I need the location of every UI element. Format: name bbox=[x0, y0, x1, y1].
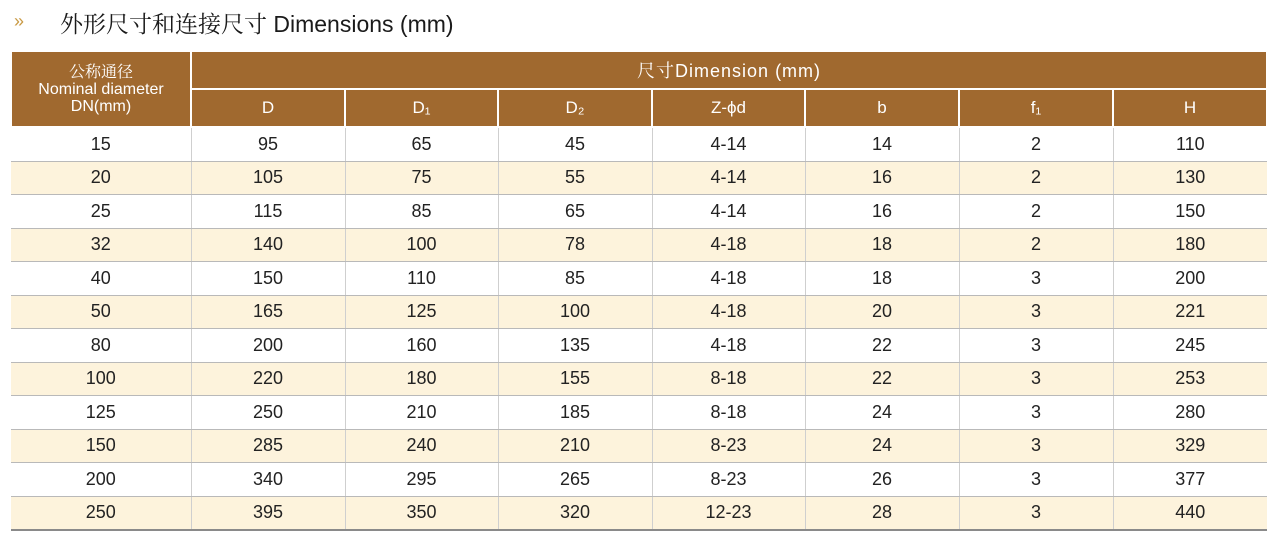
dimensions-table bbox=[10, 50, 1268, 531]
cell-b: 16 bbox=[805, 161, 959, 195]
cell-f1: 2 bbox=[959, 127, 1113, 161]
cell-b: 20 bbox=[805, 295, 959, 329]
cell-z-d: 4-18 bbox=[652, 262, 805, 296]
cell-d2: 65 bbox=[498, 195, 652, 229]
cell-z-d: 4-18 bbox=[652, 228, 805, 262]
table-row bbox=[11, 362, 1267, 396]
cell-d1: 125 bbox=[345, 295, 498, 329]
cell-d1: 110 bbox=[345, 262, 498, 296]
cell-d1: 240 bbox=[345, 429, 498, 463]
cell-dn: 20 bbox=[11, 161, 191, 195]
cell-d: 340 bbox=[191, 463, 345, 497]
cell-d2: 185 bbox=[498, 396, 652, 430]
cell-z-d: 4-14 bbox=[652, 161, 805, 195]
cell-f1: 3 bbox=[959, 262, 1113, 296]
dimensions-table-container bbox=[10, 50, 1266, 531]
column-header-d2: D₂ bbox=[498, 89, 652, 127]
cell-f1: 3 bbox=[959, 496, 1113, 530]
cell-z-d: 12-23 bbox=[652, 496, 805, 530]
table-row bbox=[11, 396, 1267, 430]
cell-d: 140 bbox=[191, 228, 345, 262]
cell-h: 280 bbox=[1113, 396, 1267, 430]
cell-d: 200 bbox=[191, 329, 345, 363]
column-header-h: H bbox=[1113, 89, 1267, 127]
cell-d: 220 bbox=[191, 362, 345, 396]
cell-b: 22 bbox=[805, 329, 959, 363]
cell-dn: 80 bbox=[11, 329, 191, 363]
cell-f1: 3 bbox=[959, 362, 1113, 396]
cell-h: 245 bbox=[1113, 329, 1267, 363]
table-row bbox=[11, 127, 1267, 161]
dn-column-header bbox=[11, 51, 191, 127]
cell-h: 221 bbox=[1113, 295, 1267, 329]
cell-b: 26 bbox=[805, 463, 959, 497]
cell-d2: 265 bbox=[498, 463, 652, 497]
page-title: 外形尺寸和连接尺寸 Dimensions (mm) bbox=[60, 11, 454, 37]
table-row bbox=[11, 228, 1267, 262]
cell-z-d: 8-23 bbox=[652, 429, 805, 463]
table-row bbox=[11, 429, 1267, 463]
dn-header-unit: DN(mm) bbox=[70, 97, 132, 115]
cell-z-d: 4-18 bbox=[652, 329, 805, 363]
cell-d: 150 bbox=[191, 262, 345, 296]
cell-dn: 125 bbox=[11, 396, 191, 430]
cell-dn: 50 bbox=[11, 295, 191, 329]
cell-z-d: 4-18 bbox=[652, 295, 805, 329]
cell-b: 24 bbox=[805, 429, 959, 463]
cell-d1: 100 bbox=[345, 228, 498, 262]
cell-d: 395 bbox=[191, 496, 345, 530]
cell-d2: 55 bbox=[498, 161, 652, 195]
cell-d1: 210 bbox=[345, 396, 498, 430]
dn-header-cn: 公称通径 bbox=[68, 63, 133, 81]
cell-dn: 15 bbox=[11, 127, 191, 161]
cell-h: 253 bbox=[1113, 362, 1267, 396]
cell-b: 18 bbox=[805, 262, 959, 296]
cell-h: 150 bbox=[1113, 195, 1267, 229]
table-row bbox=[11, 161, 1267, 195]
cell-h: 329 bbox=[1113, 429, 1267, 463]
chevron-double-right-icon: » bbox=[14, 11, 23, 31]
cell-d1: 180 bbox=[345, 362, 498, 396]
cell-h: 180 bbox=[1113, 228, 1267, 262]
cell-d: 95 bbox=[191, 127, 345, 161]
cell-d1: 75 bbox=[345, 161, 498, 195]
cell-z-d: 8-18 bbox=[652, 362, 805, 396]
cell-d2: 135 bbox=[498, 329, 652, 363]
column-header-d: D bbox=[191, 89, 345, 127]
cell-d: 115 bbox=[191, 195, 345, 229]
cell-d1: 85 bbox=[345, 195, 498, 229]
cell-d2: 320 bbox=[498, 496, 652, 530]
cell-b: 28 bbox=[805, 496, 959, 530]
table-row bbox=[11, 329, 1267, 363]
cell-z-d: 8-18 bbox=[652, 396, 805, 430]
cell-d2: 155 bbox=[498, 362, 652, 396]
cell-h: 200 bbox=[1113, 262, 1267, 296]
table-row bbox=[11, 463, 1267, 497]
cell-dn: 100 bbox=[11, 362, 191, 396]
cell-f1: 3 bbox=[959, 429, 1113, 463]
cell-z-d: 8-23 bbox=[652, 463, 805, 497]
cell-f1: 2 bbox=[959, 195, 1113, 229]
cell-h: 377 bbox=[1113, 463, 1267, 497]
cell-d1: 295 bbox=[345, 463, 498, 497]
cell-d1: 65 bbox=[345, 127, 498, 161]
cell-f1: 2 bbox=[959, 161, 1113, 195]
cell-b: 16 bbox=[805, 195, 959, 229]
table-row bbox=[11, 295, 1267, 329]
dn-header-en: Nominal diameter bbox=[38, 80, 164, 98]
cell-h: 130 bbox=[1113, 161, 1267, 195]
cell-b: 14 bbox=[805, 127, 959, 161]
cell-f1: 3 bbox=[959, 329, 1113, 363]
cell-d: 105 bbox=[191, 161, 345, 195]
cell-f1: 2 bbox=[959, 228, 1113, 262]
cell-dn: 32 bbox=[11, 228, 191, 262]
cell-d: 165 bbox=[191, 295, 345, 329]
table-row bbox=[11, 496, 1267, 530]
cell-d2: 100 bbox=[498, 295, 652, 329]
column-header-f1: f₁ bbox=[959, 89, 1113, 127]
cell-z-d: 4-14 bbox=[652, 127, 805, 161]
cell-dn: 200 bbox=[11, 463, 191, 497]
column-header-b: b bbox=[805, 89, 959, 127]
table-body bbox=[11, 127, 1267, 530]
cell-dn: 250 bbox=[11, 496, 191, 530]
cell-dn: 25 bbox=[11, 195, 191, 229]
cell-d: 250 bbox=[191, 396, 345, 430]
table-row bbox=[11, 195, 1267, 229]
cell-dn: 40 bbox=[11, 262, 191, 296]
cell-b: 24 bbox=[805, 396, 959, 430]
cell-f1: 3 bbox=[959, 396, 1113, 430]
dimension-group-header: 尺寸Dimension (mm) bbox=[191, 51, 1267, 89]
cell-b: 22 bbox=[805, 362, 959, 396]
cell-d2: 85 bbox=[498, 262, 652, 296]
cell-dn: 150 bbox=[11, 429, 191, 463]
cell-d2: 210 bbox=[498, 429, 652, 463]
cell-d1: 160 bbox=[345, 329, 498, 363]
column-header-z-d: Z-ϕd bbox=[652, 89, 805, 127]
cell-d: 285 bbox=[191, 429, 345, 463]
cell-z-d: 4-14 bbox=[652, 195, 805, 229]
cell-h: 440 bbox=[1113, 496, 1267, 530]
column-header-d1: D₁ bbox=[345, 89, 498, 127]
cell-f1: 3 bbox=[959, 463, 1113, 497]
cell-b: 18 bbox=[805, 228, 959, 262]
table-row bbox=[11, 262, 1267, 296]
cell-d1: 350 bbox=[345, 496, 498, 530]
cell-d2: 78 bbox=[498, 228, 652, 262]
title-bar bbox=[0, 0, 1276, 46]
cell-h: 110 bbox=[1113, 127, 1267, 161]
cell-f1: 3 bbox=[959, 295, 1113, 329]
cell-d2: 45 bbox=[498, 127, 652, 161]
